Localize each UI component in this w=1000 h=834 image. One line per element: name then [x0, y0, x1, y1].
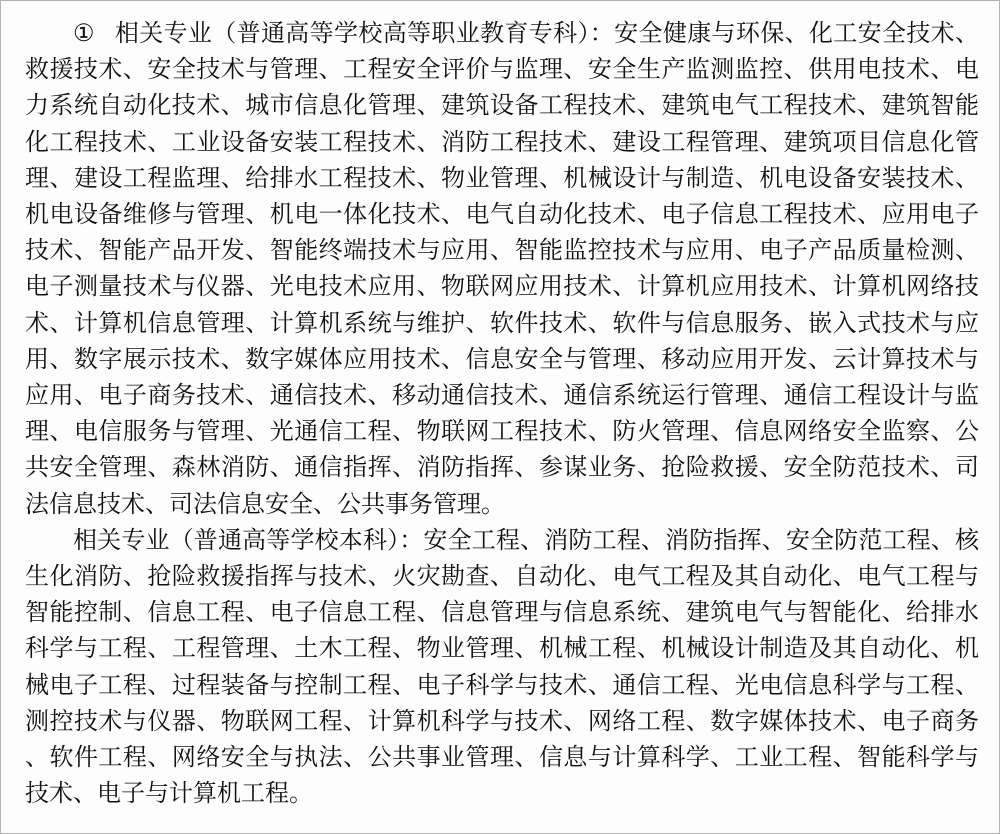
paragraph-vocational-majors: [25, 15, 979, 522]
list-marker: ①: [73, 19, 95, 47]
undergraduate-majors-text: 相关专业（普通高等学校本科）：安全工程、消防工程、消防指挥、安全防范工程、核生化消防、抢险救援指挥与技术、火灾勘查、自动化、电气工程及其自动化、电气工程与智能控制、信息工程、电子信息工程、信息管理与信息系统、建筑电气与智能化、给排水科学与工程、工程管理、土木工程、物业管理、机械工程、机械设计制造及其自动化、机械电子工程、过程装备与控制工程、电子科学与技术、通信工程、光电信息科学与工程、测控技术与仪器、物联网工程、计算机科学与技术、网络工程、数字媒体技术、电子商务、软件工程、网络安全与执法、公共事业管理、信息与计算科学、工业工程、智能科学与技术、电子与计算机工程。: [25, 525, 979, 808]
vocational-majors-text: 相关专业（普通高等学校高等职业教育专科）：安全健康与环保、化工安全技术、救援技术、安全技术与管理、工程安全评价与监理、安全生产监测监控、供用电技术、电力系统自动化技术、城市信息化管理、建筑设备工程技术、建筑电气工程技术、建筑智能化工程技术、工业设备安装工程技术、消防工程技术、建设工程管理、建筑项目信息化管理、建设工程监理、给排水工程技术、物业管理、机械设计与制造、机电设备安装技术、机电设备维修与管理、机电一体化技术、电气自动化技术、电子信息工程技术、应用电子技术、智能产品开发、智能终端技术与应用、智能监控技术与应用、电子产品质量检测、电子测量技术与仪器、光电技术应用、物联网应用技术、计算机应用技术、计算机网络技术、计算机信息管理、计算机系统与维护、软件技术、软件与信息服务、嵌入式技术与应用、数字展示技术、数字媒体应用技术、信息安全与管理、移动应用开发、云计算技术与应用、电子商务技术、通信技术、移动通信技术、通信系统运行管理、通信工程设计与监理、电信服务与管理、光通信工程、物联网工程技术、防火管理、信息网络安全监察、公共安全管理、森林消防、通信指挥、消防指挥、参谋业务、抢险救援、安全防范技术、司法信息技术、司法信息安全、公共事务管理。: [25, 19, 980, 518]
paragraph-undergraduate-majors: [25, 522, 979, 812]
